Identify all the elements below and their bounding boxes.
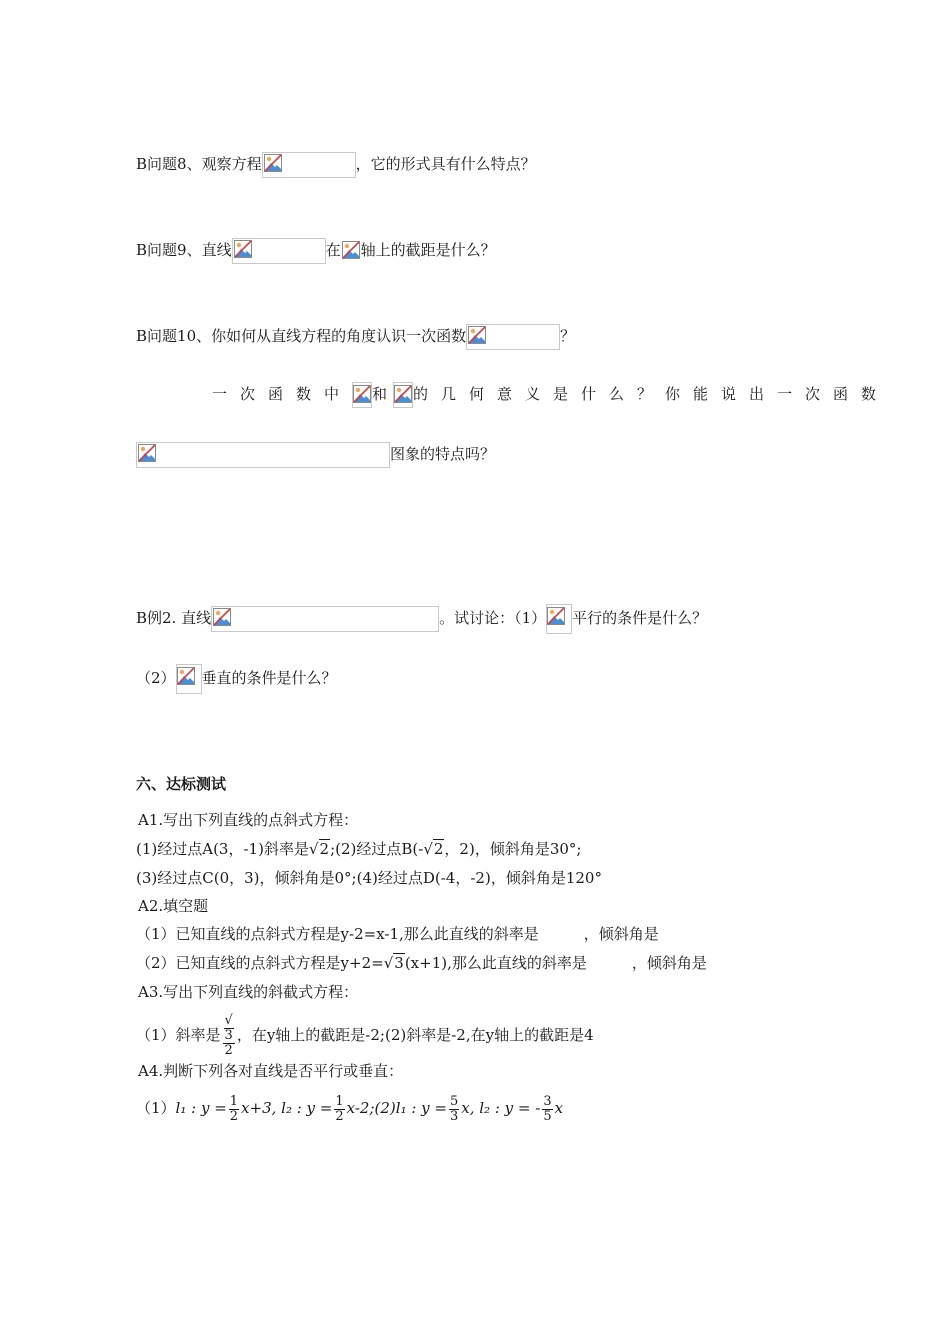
broken-image-icon (234, 240, 252, 258)
a4-eq-1: l₁ : y = (175, 1099, 227, 1117)
function-image-placeholder (466, 324, 560, 350)
question-10 (136, 324, 575, 350)
perpendicular-image-placeholder (176, 664, 202, 694)
a2-root: 3 (394, 954, 404, 972)
broken-image-icon (264, 154, 282, 172)
a1-line-1: (1)经过点A(3，-1)斜率是√2;(2)经过点B(-√2，2)，倾斜角是30°; (136, 840, 582, 858)
question-10-prefix: B问题10、你如何从直线方程的角度认识一次函数 (136, 327, 467, 345)
a1-line-1-b: ;(2)经过点B(- (330, 840, 424, 858)
a3-line-1-a: （1）斜率是 (136, 1026, 221, 1044)
broken-image-icon (342, 241, 360, 259)
fraction-2 (334, 1095, 344, 1124)
fraction-4-den: 5 (543, 1108, 552, 1124)
question-10-line-3-suffix: 图象的特点吗？ (390, 445, 496, 463)
a1-root-1: 2 (319, 840, 330, 858)
fraction-4-num: 3 (543, 1093, 552, 1109)
broken-image-icon (177, 667, 195, 685)
broken-image-icon (394, 385, 412, 403)
question-10-suffix: ？ (560, 327, 576, 345)
linear-function-image-placeholder (136, 442, 390, 468)
a1-root-2: 2 (433, 840, 444, 858)
fraction-1 (229, 1095, 239, 1124)
slope-fraction: √ 3 2 (224, 1013, 233, 1058)
a2-line-2-b: (x+1),那么此直线的斜率是 ，倾斜角是 (404, 954, 707, 972)
line-equation-image-placeholder (232, 238, 326, 264)
broken-image-icon (213, 608, 231, 626)
broken-image-icon (468, 326, 486, 344)
example-2-prefix: B例2. 直线 (136, 609, 212, 627)
a4-eq-5: x (554, 1099, 564, 1117)
question-9 (136, 238, 496, 264)
question-10-part1: 一次函数中 (212, 385, 353, 403)
example-2-line-2 (136, 664, 337, 694)
example-2-suffix: 平行的条件是什么？ (572, 609, 708, 627)
a2-line-2: （2）已知直线的点斜式方程是y+2=√3(x+1),那么此直线的斜率是 ，倾斜角是 (136, 954, 707, 972)
section-6-title: 六、达标测试 (136, 775, 227, 793)
fraction-2-den: 2 (335, 1108, 344, 1124)
fraction-4 (542, 1095, 552, 1124)
broken-image-icon (138, 444, 156, 462)
question-10-part2: 和 (372, 385, 388, 403)
a3-line-1 (136, 1014, 594, 1058)
question-10-line-2 (212, 382, 889, 408)
k-image-placeholder (352, 382, 372, 408)
question-9-suffix: 轴上的截距是什么？ (360, 241, 496, 259)
broken-image-icon (547, 607, 565, 625)
example-2 (136, 604, 707, 634)
a4-eq-3: x-2;(2)l₁ : y = (346, 1099, 447, 1117)
fraction-2-num: 1 (335, 1093, 344, 1109)
b-image-placeholder (393, 382, 413, 408)
fraction-numerator: 3 (224, 1028, 233, 1043)
a2-line-2-a: （2）已知直线的点斜式方程是y+2= (136, 954, 384, 972)
broken-image-icon (353, 385, 371, 403)
two-lines-image-placeholder (211, 606, 439, 632)
a2-line-1: （1）已知直线的点斜式方程是y-2=x-1,那么此直线的斜率是 ，倾斜角是 (136, 925, 659, 943)
question-9-prefix: B问题9、直线 (136, 241, 232, 259)
parallel-image-placeholder (546, 604, 572, 634)
a1-title: A1.写出下列直线的点斜式方程： (138, 811, 359, 829)
a1-line-1-a: (1)经过点A(3，-1)斜率是 (136, 840, 309, 858)
a4-eq-2: x+3, l₂ : y = (241, 1099, 333, 1117)
a4-prefix: （1） (136, 1099, 176, 1117)
example-2-mid: 。试讨论：（1） (439, 609, 547, 627)
a1-line-1-c: ，2)，倾斜角是30°; (444, 840, 582, 858)
equation-image-placeholder (262, 152, 356, 178)
a2-title: A2.填空题 (138, 897, 209, 915)
a3-title: A3.写出下列直线的斜截式方程： (138, 983, 359, 1001)
fraction-1-den: 2 (229, 1108, 239, 1124)
fraction-3 (449, 1095, 459, 1124)
a1-line-2: (3)经过点C(0，3)，倾斜角是0°;(4)经过点D(-4，-2)，倾斜角是120° (136, 869, 602, 887)
fraction-1-num: 1 (229, 1093, 239, 1109)
a4-eq-4: x, l₂ : y = - (461, 1099, 541, 1117)
question-9-mid: 在 (325, 241, 341, 259)
fraction-3-den: 3 (449, 1108, 459, 1124)
a4-title: A4.判断下列各对直线是否平行或垂直： (138, 1062, 404, 1080)
fraction-denominator: 2 (224, 1043, 233, 1058)
fraction-3-num: 5 (449, 1093, 459, 1109)
example-2-line-2-suffix: 垂直的条件是什么？ (201, 669, 337, 687)
question-10-part3: 的几何意义是什么？你能说出一次函数 (413, 385, 890, 403)
axis-image-placeholder (341, 238, 361, 264)
a4-line-1 (136, 1090, 563, 1126)
question-8 (136, 152, 536, 178)
example-2-line-2-prefix: （2） (136, 669, 176, 687)
question-8-suffix: ，它的形式具有什么特点？ (355, 155, 536, 173)
question-8-prefix: B问题8、观察方程 (136, 155, 262, 173)
a3-line-1-b: ，在y轴上的截距是-2;(2)斜率是-2,在y轴上的截距是4 (236, 1026, 594, 1044)
question-10-line-3 (136, 442, 495, 468)
